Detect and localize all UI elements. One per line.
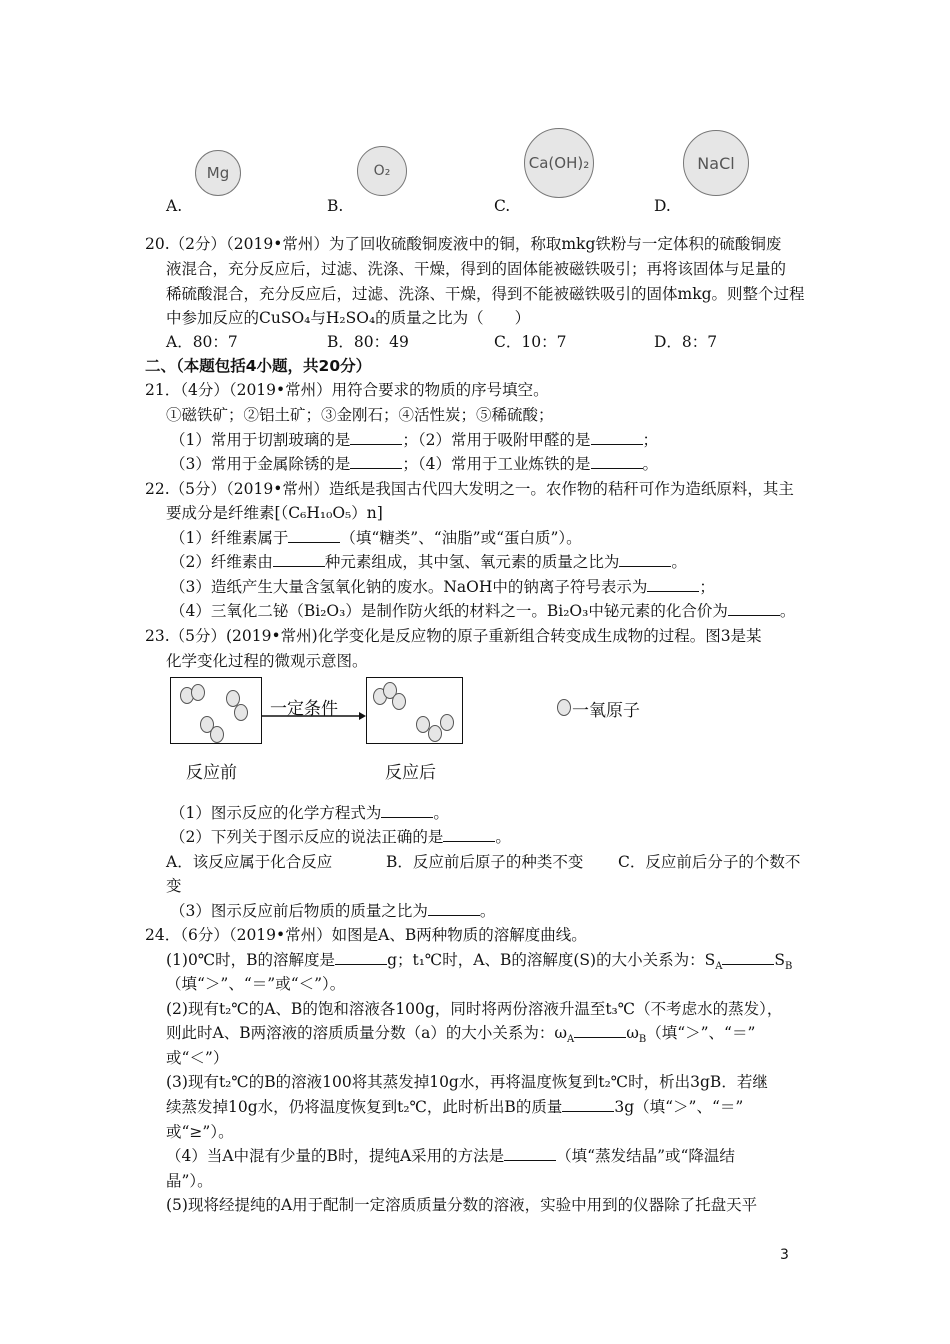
q24-p4a: （4）当A中混有少量的B时，提纯A采用的方法是	[166, 1147, 505, 1165]
q24-part5: (5)现将经提纯的A用于配制一定溶质质量分数的溶液，实验中用到的仪器除了托盘天平	[166, 1196, 758, 1214]
q22-p2b: 种元素组成，其中氢、氧元素的质量之比为	[324, 553, 620, 571]
q21-items: ①磁铁矿；②铝土矿；③金刚石；④活性炭；⑤稀硫酸；	[166, 406, 554, 424]
oxygen-atom	[428, 725, 442, 742]
answer-blank[interactable]	[381, 803, 433, 818]
q21-p1a: （1）常用于切割玻璃的是	[170, 431, 351, 449]
q22-p1b: （填“糖类”、“油脂”或“蛋白质”）。	[340, 529, 582, 547]
q22-p1a: （1）纤维素属于	[170, 529, 289, 547]
answer-blank[interactable]	[288, 528, 340, 543]
q22-p4b: 。	[779, 602, 796, 620]
answer-blank[interactable]	[562, 1097, 614, 1112]
q22-line1: 22.（5分）（2019•常州）造纸是我国古代四大发明之一。农作物的秸秆可作为造纸原料，其主	[145, 480, 794, 498]
answer-blank[interactable]	[574, 1023, 626, 1038]
q22-line2: 要成分是纤维素[（C₆H₁₀O₅）n]	[166, 504, 383, 522]
q21-stem: 21．（4分）（2019•常州）用符合要求的物质的序号填空。	[145, 381, 549, 399]
q22-part1	[170, 526, 582, 548]
oxygen-atom	[440, 714, 454, 731]
mg-label: Mg	[206, 164, 230, 182]
answer-blank[interactable]	[728, 601, 780, 616]
q24-part1: (1)0℃时，B的溶解度是 g；t₁℃时，A、B的溶解度(S)的大小关系为：$S_A$ $S_B$	[166, 951, 793, 973]
q24-part3-line3: 或“≥”）。	[166, 1123, 234, 1141]
q23-part3	[170, 899, 495, 921]
q23-p1a: （1）图示反应的化学方程式为	[170, 804, 382, 822]
answer-blank[interactable]	[443, 827, 495, 842]
q24-p2c: （填“＞”、“＝”	[646, 1024, 756, 1042]
q20-option-b: B．80：49	[327, 333, 409, 351]
legend-label: 一氧原子	[572, 701, 640, 721]
q23-p1b: 。	[433, 804, 449, 822]
q23-part2	[170, 825, 511, 847]
answer-blank[interactable]	[591, 454, 643, 469]
reaction-arrow	[262, 711, 366, 721]
q24-part2-line1: (2)现有t₂℃的A、B的饱和溶液各100g，同时将两份溶液升温至t₃℃（不考虑水的蒸发），	[166, 1000, 783, 1018]
q22-p2c: 。	[671, 553, 687, 571]
q21-part2	[170, 452, 658, 474]
q24-omega-a: A	[566, 1034, 575, 1046]
q22-part3	[170, 575, 715, 597]
q24-p1a: (1)0℃时，B的溶解度是	[166, 951, 336, 969]
oxygen-atom-legend	[557, 699, 571, 716]
q23-p3b: 。	[479, 902, 496, 920]
q24-p2b: 则此时A、B两溶液的溶质质量分数（a）的大小关系为：ω	[166, 1024, 567, 1042]
q22-p3b: ；	[699, 578, 715, 596]
q19-option-d: D.	[654, 197, 671, 215]
q22-p3a: （3）造纸产生大量含氢氧化钠的废水。NaOH中的钠离子符号表示为	[170, 578, 648, 596]
answer-blank[interactable]	[273, 552, 325, 567]
oxygen-atom	[210, 726, 224, 743]
q20-option-c: C．10：7	[494, 333, 567, 351]
before-label: 反应前	[186, 763, 237, 783]
q22-part2	[170, 550, 687, 572]
q24-part1-cont: （填“＞”、“＝”或“＜”）。	[166, 975, 346, 993]
section-heading: 二、（本题包括4小题，共20分）	[145, 357, 372, 375]
oxygen-atom	[191, 684, 205, 701]
q23-line2: 化学变化过程的微观示意图。	[166, 652, 368, 670]
q19-option-b: B.	[327, 197, 344, 215]
q21-p2a: （3）常用于金属除锈的是	[170, 455, 351, 473]
caoh2-label: Ca(OH)₂	[528, 154, 590, 172]
q23-p2b: 。	[495, 828, 511, 846]
q22-p2a: （2）纤维素由	[170, 553, 273, 571]
q21-part1	[170, 428, 658, 450]
q24-stem: 24．（6分）（2019•常州）如图是A、B两种物质的溶解度曲线。	[145, 926, 587, 944]
q21-semi: ；	[642, 431, 659, 449]
answer-blank[interactable]	[504, 1146, 556, 1161]
q23-option-a: A．该反应属于化合反应	[166, 853, 333, 871]
answer-blank[interactable]	[335, 950, 387, 965]
oxygen-atom	[392, 693, 406, 710]
answer-blank[interactable]	[722, 950, 774, 965]
o2-label: O₂	[373, 163, 391, 179]
nacl-label: NaCl	[697, 153, 735, 173]
q21-period: 。	[642, 455, 659, 473]
answer-blank[interactable]	[428, 901, 480, 916]
q24-part2-line2: 则此时A、B两溶液的溶质质量分数（a）的大小关系为：$\omega_A$ $\omega_B$（填“＞”、“＝”	[166, 1024, 756, 1046]
q20-line1: 20.（2分）（2019•常州）为了回收硫酸铜废液中的铜，称取mkg铁粉与一定体积的硫酸铜废	[145, 235, 782, 253]
q19-option-a: A.	[166, 197, 183, 215]
q21-p2b: ；（4）常用于工业炼铁的是	[402, 455, 591, 473]
q24-omega-b: B	[638, 1034, 647, 1046]
q23-line1: 23.（5分）(2019•常州)化学变化是反应物的原子重新组合转变成生成物的过程。图3是某	[145, 627, 762, 645]
q22-p4a: （4）三氧化二铋（Bi₂O₃）是制作防火纸的材料之一。Bi₂O₃中铋元素的化合价为	[170, 602, 728, 620]
answer-blank[interactable]	[350, 454, 402, 469]
oxygen-atom	[234, 704, 248, 721]
q24-sub-a: A	[715, 961, 723, 973]
q23-p3a: （3）图示反应前后物质的质量之比为	[170, 902, 428, 920]
q23-part1	[170, 801, 449, 823]
answer-blank[interactable]	[350, 430, 402, 445]
answer-blank[interactable]	[647, 577, 699, 592]
q20-line3: 稀硫酸混合，充分反应后，过滤、洗涤、干燥，得到不能被磁铁吸引的固体mkg。则整个过程	[166, 285, 805, 303]
q24-p4b: （填“蒸发结晶”或“降温结	[556, 1147, 735, 1165]
q24-part4-line1	[166, 1144, 735, 1166]
q24-part3-line2	[166, 1095, 743, 1117]
q20-option-a: A．80：7	[166, 333, 238, 351]
q24-p3c: 3g（填“＞”、“＝”	[614, 1098, 744, 1116]
after-label: 反应后	[385, 763, 436, 783]
q20-line4: 中参加反应的CuSO₄与H₂SO₄的质量之比为（ ）	[166, 309, 531, 327]
q24-p3b: 续蒸发掉10g水，仍将温度恢复到t₂℃，此时析出B的质量	[166, 1098, 563, 1116]
q23-option-b: B．反应前后原子的种类不变	[386, 853, 584, 871]
q24-part4-line2: 晶”）。	[166, 1172, 213, 1190]
q24-part3-line1: (3)现有t₂℃的B的溶液100将其蒸发掉10g水，再将温度恢复到t₂℃时，析出3gB．若继	[166, 1073, 768, 1091]
q24-part2-line3: 或“＜”）	[166, 1049, 229, 1067]
page-number: 3	[780, 1247, 789, 1263]
q19-option-c: C.	[494, 197, 511, 215]
o2-circle	[357, 146, 407, 196]
q22-part4	[170, 599, 795, 621]
q24-sub-b: B	[785, 961, 793, 973]
nacl-circle	[683, 130, 749, 196]
q21-p1b: ；（2）常用于吸附甲醛的是	[402, 431, 591, 449]
q20-option-d: D．8：7	[654, 333, 718, 351]
q24-p1b: g；t₁℃时，A、B的溶解度(S)的大小关系为：S	[387, 951, 716, 969]
q23-option-c: C．反应前后分子的个数不	[618, 853, 801, 871]
q23-option-c-cont: 变	[166, 877, 182, 895]
q23-p2a: （2）下列关于图示反应的说法正确的是	[170, 828, 444, 846]
q20-line2: 液混合，充分反应后，过滤、洗涤、干燥，得到的固体能被磁铁吸引；再将该固体与足量的	[166, 260, 787, 278]
answer-blank[interactable]	[619, 552, 671, 567]
answer-blank[interactable]	[591, 430, 643, 445]
caoh2-circle	[524, 128, 594, 198]
mg-circle	[195, 150, 241, 196]
arrow-label: 一定条件	[270, 699, 338, 719]
